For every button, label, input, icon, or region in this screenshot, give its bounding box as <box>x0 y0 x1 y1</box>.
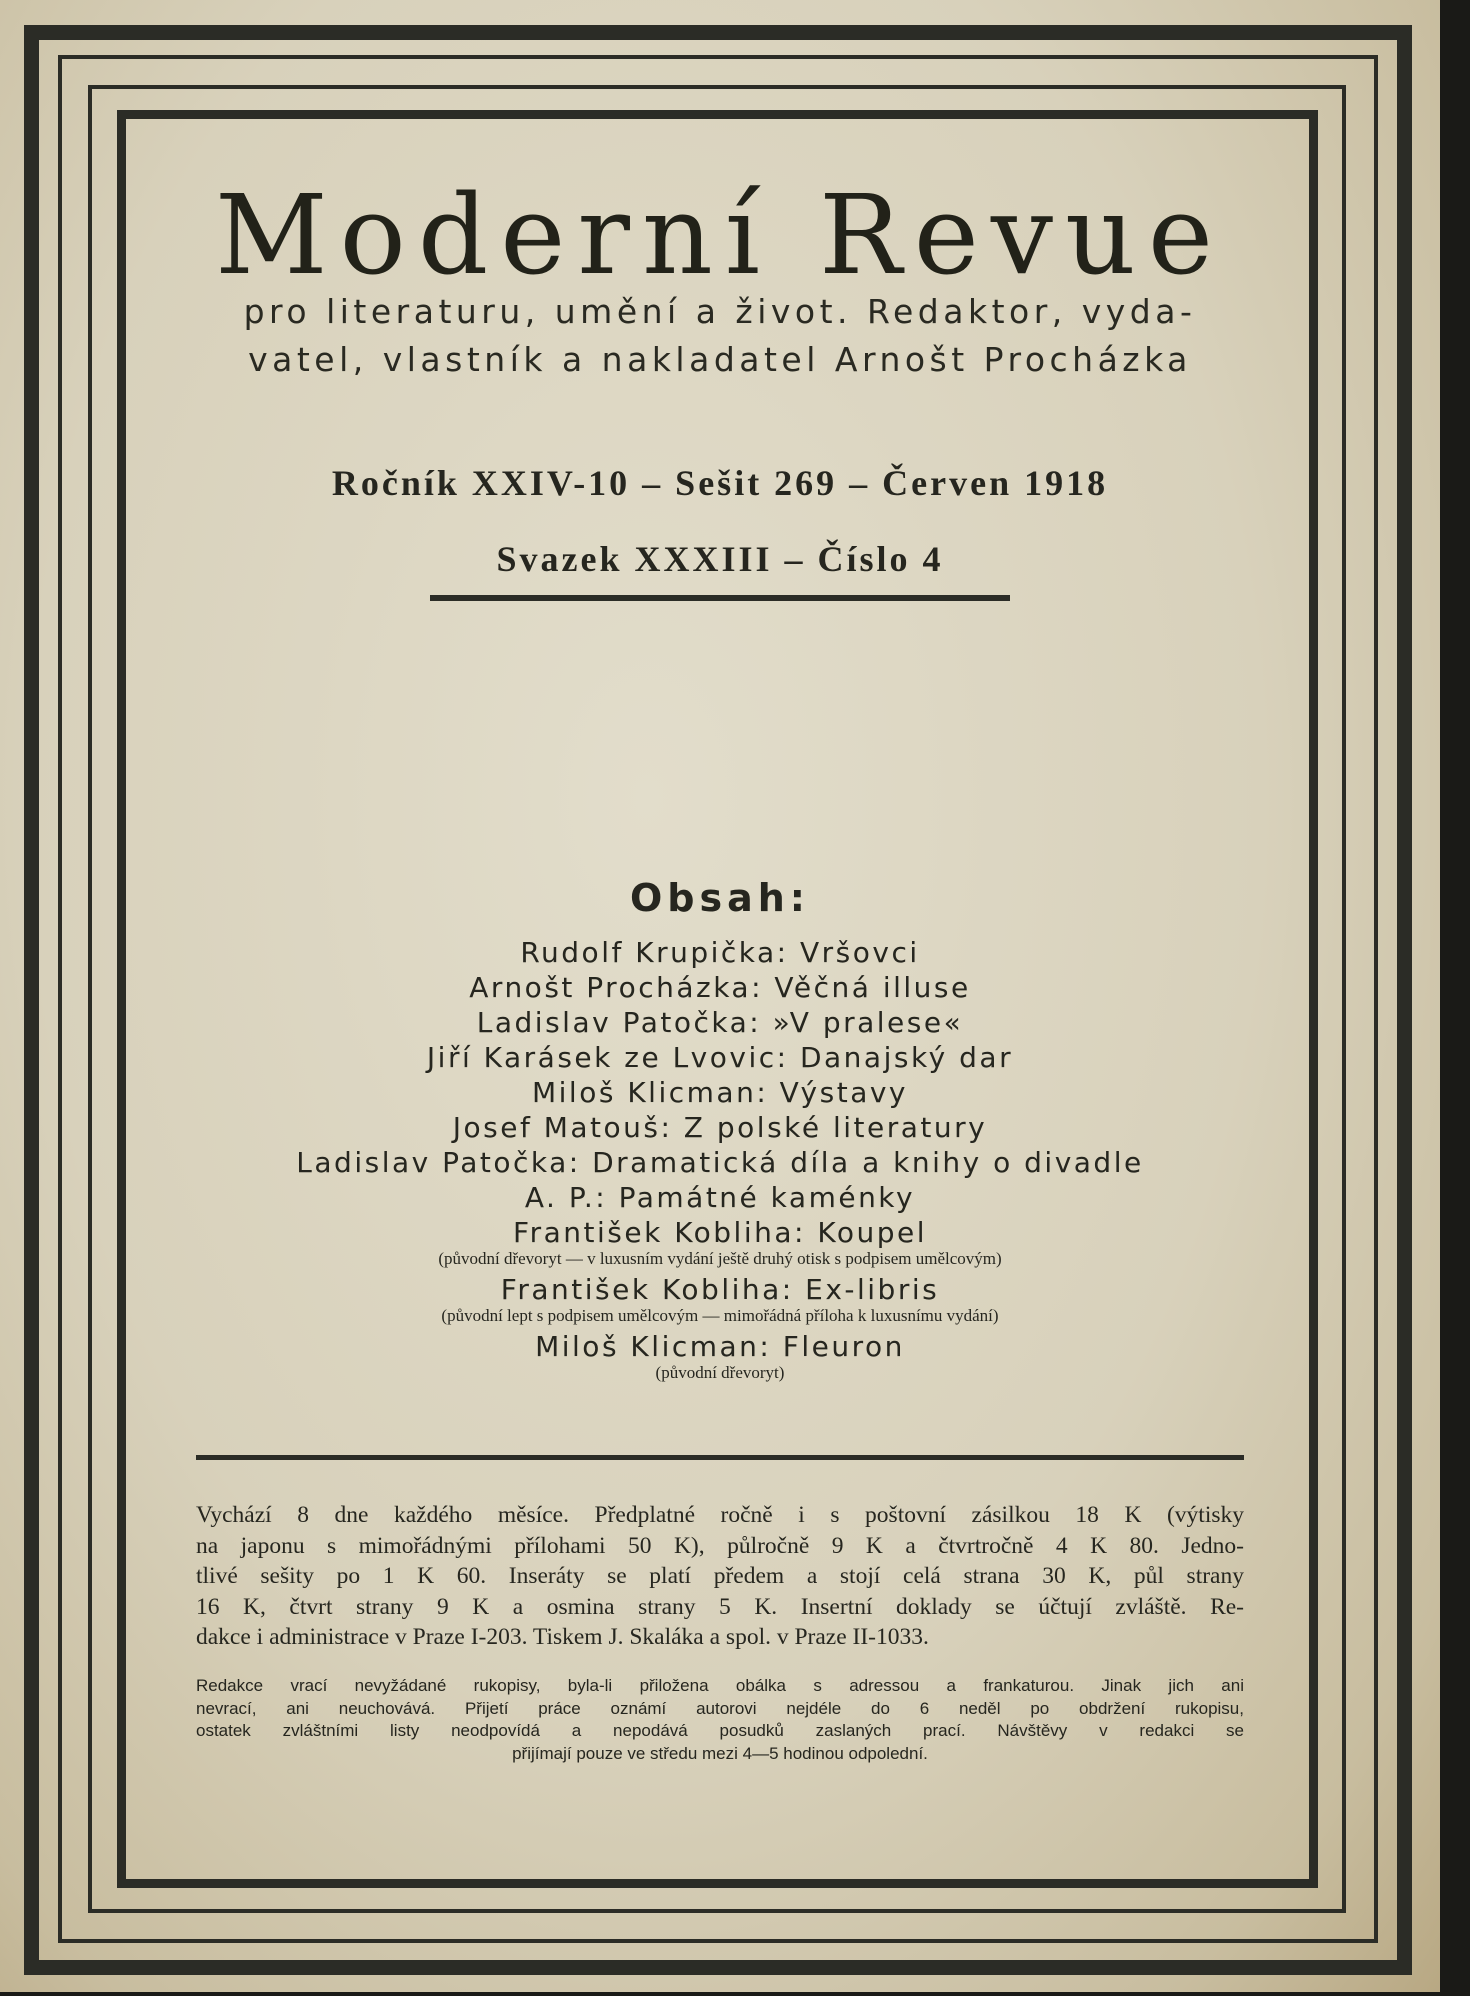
toc-item: Miloš Klicman: Výstavy <box>531 1076 908 1109</box>
editorial-note-line: ostatek zvláštními listy neodpovídá a nepodává posudků zaslaných prací. Návštěvy v redakci se <box>196 1721 1244 1740</box>
subscription-info <box>196 1500 1244 1653</box>
toc-item: Ladislav Patočka: »V pralese« <box>476 1006 964 1039</box>
toc-note: (původní lept s podpisem umělcovým — mimořádná příloha k luxusnímu vydání) <box>441 1306 999 1325</box>
toc-item: Arnošt Procházka: Věčná illuse <box>469 971 971 1004</box>
masthead-subtitle-line2: vatel, vlastník a nakladatel Arnošt Procházka <box>248 340 1192 379</box>
toc-note: (původní dřevoryt — v luxusním vydání ještě druhý otisk s podpisem umělcovým) <box>438 1249 1002 1268</box>
subscription-line: 16 K, čtvrt strany 9 K a osmina strany 5 K. Insertní doklady se účtují zvláště. Re- <box>196 1593 1244 1620</box>
section-divider <box>196 1455 1244 1460</box>
toc-item: A. P.: Památné kaménky <box>524 1181 916 1214</box>
toc-item: Rudolf Krupička: Vršovci <box>520 936 920 969</box>
subscription-line: Vychází 8 dne každého měsíce. Předplatné ročně i s poštovní zásilkou 18 K (výtisky <box>196 1502 1244 1528</box>
toc-item: Josef Matouš: Z polské literatury <box>452 1111 988 1144</box>
editorial-note-line: přijímají pouze ve středu mezi 4—5 hodinou odpolední. <box>512 1743 928 1763</box>
toc-item: František Kobliha: Koupel <box>513 1216 927 1249</box>
editorial-note <box>196 1675 1244 1765</box>
subscription-line: na japonu s mimořádnými přílohami 50 K), půlročně 9 K a čtvrtročně 4 K 80. Jedno- <box>196 1532 1244 1559</box>
toc-item: František Kobliha: Ex-libris <box>500 1273 940 1306</box>
toc-note: (původní dřevoryt) <box>655 1363 785 1382</box>
table-of-contents <box>180 935 1260 1386</box>
volume-underline <box>430 595 1010 601</box>
toc-item: Miloš Klicman: Fleuron <box>535 1330 905 1363</box>
volume-line: Svazek XXXIII – Číslo 4 <box>496 539 944 579</box>
subscription-line: tlivé sešity po 1 K 60. Inseráty se platí předem a stojí celá strana 30 K, půl strany <box>196 1563 1244 1589</box>
editorial-note-line: nevrací, ani neuchovává. Přijetí práce oznámí autorovi nejdéle do 6 neděl po obdržení rukopisu, <box>196 1698 1244 1718</box>
issue-line: Ročník XXIV-10 – Sešit 269 – Červen 1918 <box>331 463 1109 503</box>
toc-item: Ladislav Patočka: Dramatická díla a knihy o divadle <box>296 1146 1144 1179</box>
subscription-line: dakce i administrace v Praze I-203. Tiskem J. Skaláka a spol. v Praze II-1033. <box>196 1624 929 1650</box>
masthead-subtitle-line1: pro literaturu, umění a život. Redaktor, vyda- <box>243 292 1197 331</box>
magazine-title: Moderní Revue <box>215 171 1225 299</box>
editorial-note-line: Redakce vrací nevyžádané rukopisy, byla-li přiložena obálka s adressou a frankaturou. Jinak jich ani <box>196 1676 1244 1695</box>
contents-heading: Obsah: <box>629 876 810 920</box>
toc-item: Jiří Karásek ze Lvovic: Danajský dar <box>426 1041 1014 1074</box>
